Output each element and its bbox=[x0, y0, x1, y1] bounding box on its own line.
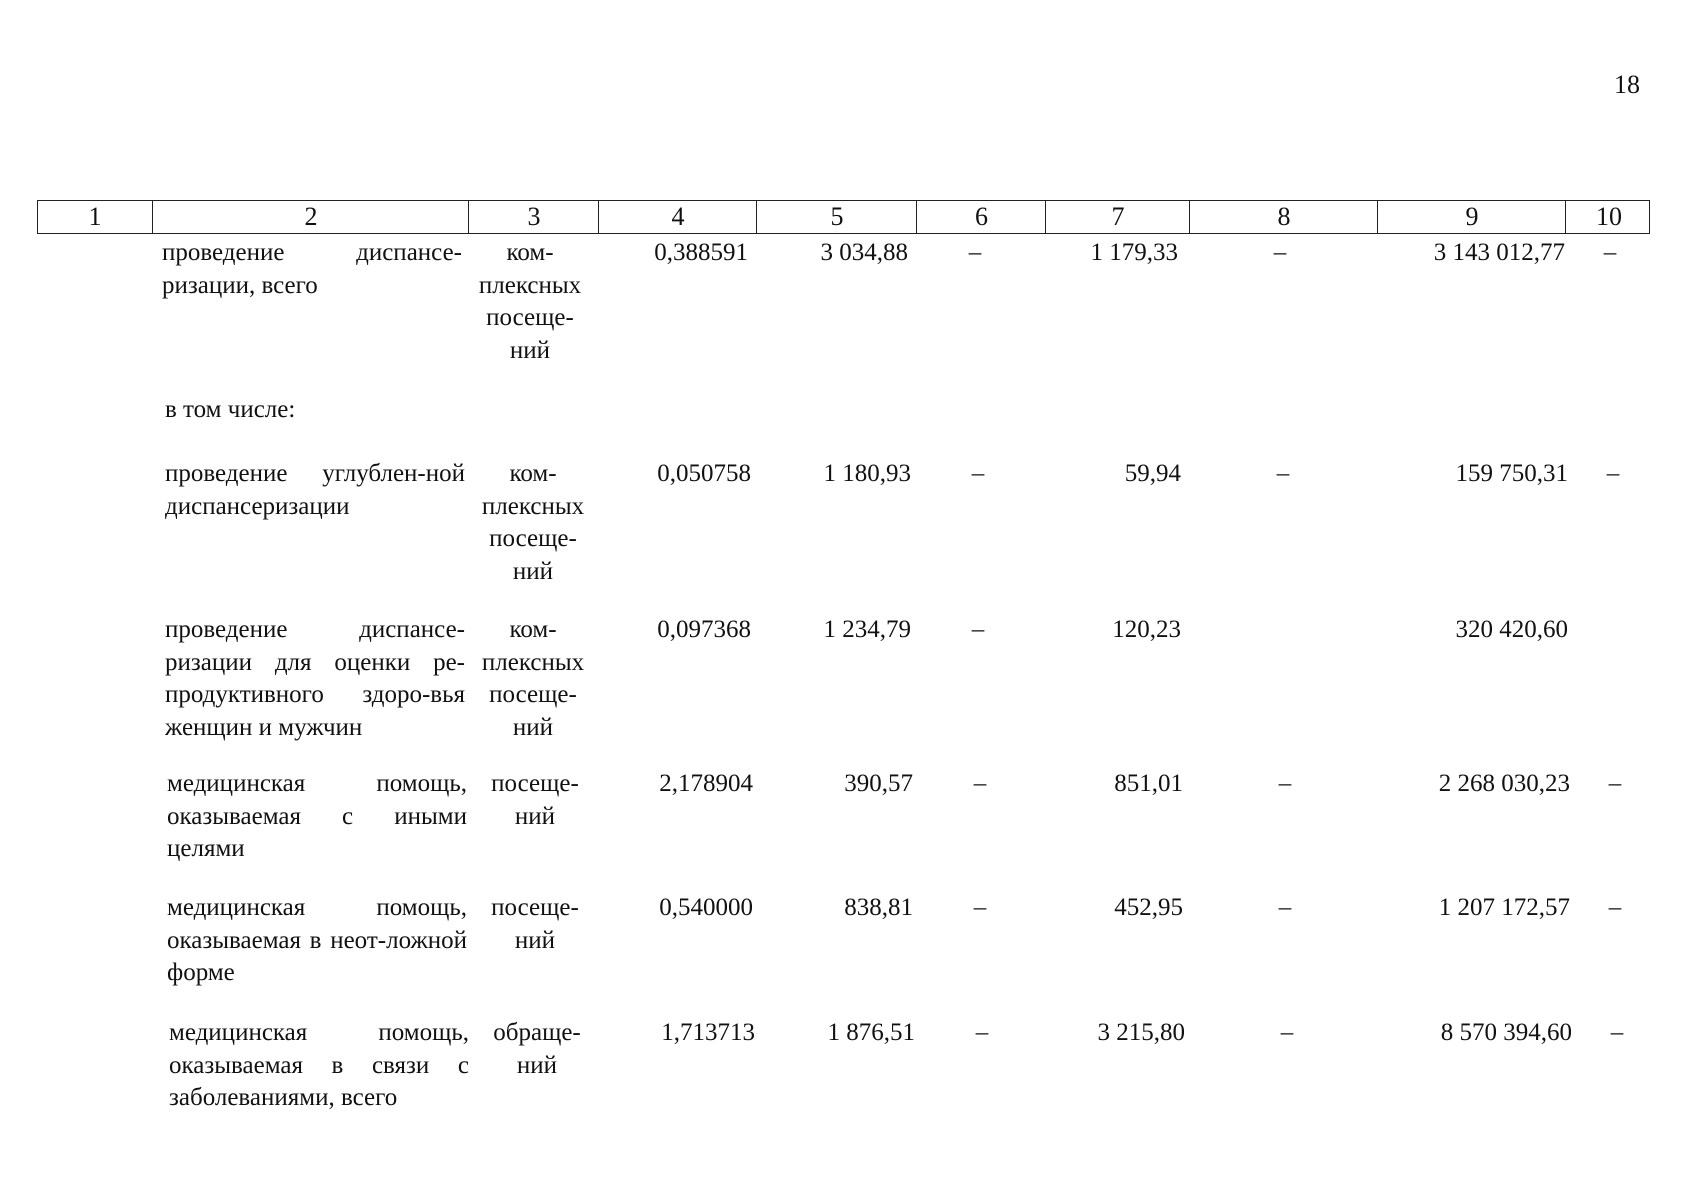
row-col-10: – bbox=[1610, 1019, 1624, 1046]
header-col-6: 6 bbox=[916, 201, 1046, 233]
header-col-7: 7 bbox=[1045, 201, 1190, 233]
row-col-4: 1,713713 bbox=[661, 1019, 755, 1046]
row-col-5: 1 234,79 bbox=[823, 616, 911, 643]
row-col-8: – bbox=[1280, 1019, 1294, 1046]
row-col-4: 2,178904 bbox=[659, 770, 753, 797]
row-unit: посеще- ний bbox=[491, 770, 579, 830]
row-col-4: 0,050758 bbox=[657, 460, 751, 487]
row-col-7: 59,94 bbox=[1124, 460, 1181, 487]
row-col-5: 838,81 bbox=[844, 894, 913, 921]
row-unit: ком- плексных посеще- ний bbox=[481, 460, 585, 585]
row-col-9: 8 570 394,60 bbox=[1440, 1019, 1572, 1046]
header-col-5: 5 bbox=[756, 201, 917, 233]
row-description: медицинская помощь, оказываемая с иными целями bbox=[167, 770, 467, 862]
row-col-5: 1 876,51 bbox=[827, 1019, 915, 1046]
row-col-9: 3 143 012,77 bbox=[1433, 239, 1565, 266]
row-description: проведение углублен-ной диспансеризации bbox=[165, 460, 465, 520]
row-col-4: 0,388591 bbox=[654, 239, 748, 266]
row-col-7: 3 215,80 bbox=[1097, 1019, 1185, 1046]
row-col-6: – bbox=[973, 894, 987, 921]
row-col-5: 1 180,93 bbox=[823, 460, 911, 487]
row-col-9: 2 268 030,23 bbox=[1438, 770, 1570, 797]
row-col-7: 851,01 bbox=[1114, 770, 1183, 797]
header-col-10: 10 bbox=[1565, 201, 1652, 233]
row-col-9: 1 207 172,57 bbox=[1438, 894, 1570, 921]
header-col-2: 2 bbox=[152, 201, 469, 233]
row-description: медицинская помощь, оказываемая в связи с заболеваниями, всего bbox=[169, 1019, 469, 1111]
row-col-10: – bbox=[1606, 460, 1620, 487]
row-description: проведение диспансе-ризации, всего bbox=[162, 239, 462, 299]
row-col-8: – bbox=[1276, 460, 1290, 487]
row-col-6: – bbox=[973, 770, 987, 797]
row-col-7: 1 179,33 bbox=[1090, 239, 1178, 266]
subheading: в том числе: bbox=[165, 396, 296, 423]
header-col-3: 3 bbox=[468, 201, 599, 233]
row-col-5: 390,57 bbox=[844, 770, 913, 797]
header-col-8: 8 bbox=[1189, 201, 1378, 233]
row-unit: посеще- ний bbox=[491, 894, 579, 954]
row-col-8: – bbox=[1273, 239, 1287, 266]
row-unit: обраще- ний bbox=[493, 1019, 581, 1079]
row-col-8: – bbox=[1278, 894, 1292, 921]
row-col-10: – bbox=[1608, 894, 1622, 921]
row-col-7: 120,23 bbox=[1112, 616, 1181, 643]
row-col-10: – bbox=[1603, 239, 1617, 266]
row-description: медицинская помощь, оказываемая в неот-ложной форме bbox=[167, 894, 467, 986]
row-col-5: 3 034,88 bbox=[820, 239, 908, 266]
row-col-7: 452,95 bbox=[1114, 894, 1183, 921]
row-unit: ком- плексных посеще- ний bbox=[478, 239, 582, 364]
row-unit: ком- плексных посеще- ний bbox=[481, 616, 585, 741]
table-header-row bbox=[37, 200, 1650, 234]
row-col-6: – bbox=[975, 1019, 989, 1046]
row-col-10: – bbox=[1608, 770, 1622, 797]
header-col-4: 4 bbox=[598, 201, 757, 233]
header-col-1: 1 bbox=[88, 202, 102, 231]
row-col-9: 159 750,31 bbox=[1455, 460, 1568, 487]
row-col-4: 0,097368 bbox=[657, 616, 751, 643]
row-description: проведение диспансе-ризации для оценки ре-продуктивного здоро-вья женщин и мужчин bbox=[165, 616, 465, 741]
row-col-6: – bbox=[971, 616, 985, 643]
header-col-9: 9 bbox=[1377, 201, 1566, 233]
row-col-6: – bbox=[971, 460, 985, 487]
row-col-8: – bbox=[1278, 770, 1292, 797]
row-col-9: 320 420,60 bbox=[1455, 616, 1568, 643]
row-col-4: 0,540000 bbox=[659, 894, 753, 921]
row-col-6: – bbox=[968, 239, 982, 266]
page-number: 18 bbox=[1614, 70, 1640, 99]
